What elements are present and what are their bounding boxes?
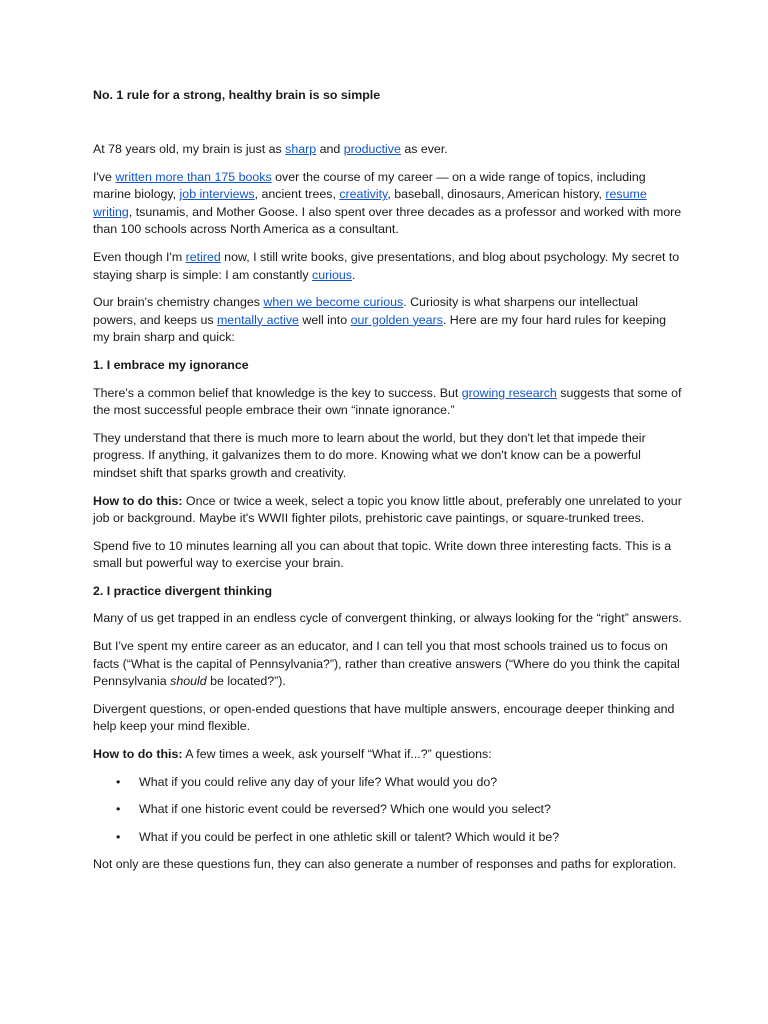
- section-1-paragraph-2: They understand that there is much more to learn about the world, but they don't let that impede their progress. If anything, it galvanizes them to do more. Knowing what we don't know can be a powerful mindset shift that sparks growth and creativity.: [93, 430, 646, 480]
- text: A few times a week, ask yourself “What if...?” questions:: [182, 747, 492, 762]
- list-item: • What if you could be perfect in one athletic skill or talent? Which would it be?: [139, 829, 683, 847]
- text: I've: [93, 169, 116, 184]
- text: over the course of my career — on a wide range of topics, including marine biology,: [93, 169, 646, 202]
- chemistry-paragraph: [93, 294, 683, 347]
- link-mentally-active[interactable]: mentally active: [216, 312, 299, 327]
- section-2-paragraph-1: Many of us get trapped in an endless cycle of convergent thinking, or always looking for the “right” answers.: [93, 611, 682, 626]
- text: Even though I'm: [93, 249, 186, 264]
- career-paragraph: [93, 169, 683, 239]
- link-golden-years[interactable]: our golden years: [350, 312, 443, 327]
- section-1-heading: 1. I embrace my ignorance: [93, 357, 249, 372]
- text: be located?”).: [206, 674, 286, 689]
- text: now, I still write books, give presentations, and blog about psychology. My secret to staying sharp is simple: I am constantly: [93, 249, 680, 282]
- text: . Here are my four hard rules for keeping my brain sharp and quick:: [93, 312, 667, 345]
- howto-label: How to do this:: [93, 493, 183, 508]
- link-curious[interactable]: curious: [312, 267, 352, 282]
- section-2-paragraph-2: [93, 638, 683, 691]
- section-1-paragraph-4: Spend five to 10 minutes learning all you can about that topic. Write down three interesting facts. This is a small but powerful way to exercise your brain.: [93, 538, 672, 571]
- howto-label: How to do this:: [93, 747, 183, 762]
- link-productive[interactable]: productive: [343, 142, 401, 156]
- section-2-paragraph-3: Divergent questions, or open-ended questions that have multiple answers, encourage deeper thinking and help keep your mind flexible.: [93, 701, 675, 734]
- text: Our brain's chemistry changes: [93, 295, 264, 310]
- link-resume-writing[interactable]: resume writing: [93, 187, 647, 219]
- text: and: [316, 142, 344, 156]
- link-creativity[interactable]: creativity: [339, 187, 388, 202]
- list-item: • What if one historic event could be reversed? Which one would you select?: [139, 801, 683, 819]
- section-1-howto: [93, 493, 683, 528]
- text: suggests that some of the most successful people embrace their own “innate ignorance.”: [93, 385, 682, 418]
- article-title: No. 1 rule for a strong, healthy brain is so simple: [93, 88, 381, 102]
- text: At 78 years old, my brain is just as: [93, 142, 286, 156]
- intro-paragraph: [93, 141, 683, 159]
- link-growing-research[interactable]: growing research: [461, 385, 557, 400]
- text: But I've spent my entire career as an educator, and I can tell you that most schools trained us to focus on facts (“What is the capital of Pennsylvania?”), rather than creative answers (“Where do you think the capital Pennsylvania: [93, 639, 680, 689]
- section-2-howto: [93, 746, 683, 764]
- text: as ever.: [400, 142, 448, 156]
- text: , baseball, dinosaurs, American history,: [387, 187, 606, 202]
- text: .: [351, 267, 356, 282]
- link-books[interactable]: written more than 175 books: [115, 169, 272, 184]
- emphasis-should: should: [170, 674, 207, 689]
- text: . Curiosity is what sharpens our intellectual powers, and keeps us: [93, 295, 639, 327]
- link-sharp[interactable]: sharp: [285, 142, 317, 156]
- link-job-interviews[interactable]: job interviews: [179, 187, 255, 202]
- text: There's a common belief that knowledge is the key to success. But: [93, 385, 462, 400]
- link-when-curious[interactable]: when we become curious: [263, 295, 404, 310]
- section-2-heading: 2. I practice divergent thinking: [93, 583, 273, 598]
- section-1-paragraph-1: [93, 385, 683, 420]
- text: well into: [298, 312, 351, 327]
- retired-paragraph: [93, 249, 683, 284]
- what-if-list: [93, 774, 683, 847]
- link-retired[interactable]: retired: [185, 249, 221, 264]
- closing-paragraph: Not only are these questions fun, they can also generate a number of responses and paths for exploration.: [93, 857, 677, 872]
- list-item: • What if you could relive any day of your life? What would you do?: [139, 774, 683, 792]
- text: Once or twice a week, select a topic you know little about, preferably one unrelated to your job or background. Maybe it's WWII fighter pilots, prehistoric cave paintings, or square-trunked trees.: [93, 493, 682, 526]
- text: , ancient trees,: [254, 187, 340, 202]
- article-body: [93, 86, 683, 884]
- text: , tsunamis, and Mother Goose. I also spent over three decades as a professor and worked with more than 100 schools across North America as a consultant.: [93, 204, 682, 237]
